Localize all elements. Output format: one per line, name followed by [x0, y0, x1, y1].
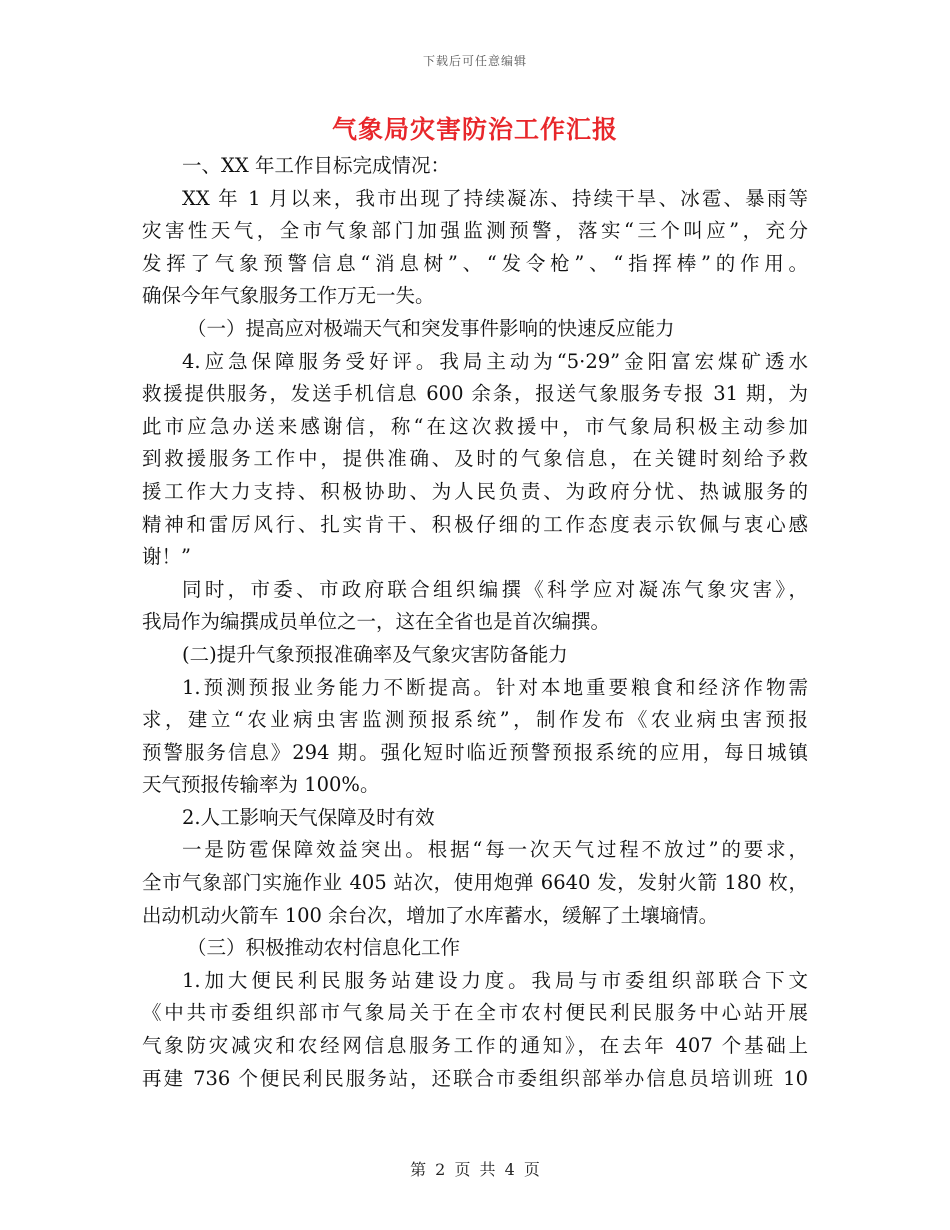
paragraph-line: 救援提供服务，发送手机信息 600 余条，报送气象服务专报 31 期，为: [142, 382, 808, 406]
paragraph-line: 再建 736 个便民利民服务站，还联合市委组织部举办信息员培训班 10: [142, 1066, 808, 1090]
paragraph-line: 谢！”: [142, 545, 191, 569]
subsection-heading-1: （一）提高应对极端天气和突发事件影响的快速反应能力: [187, 316, 675, 340]
paragraph-line: 精神和雷厉风行、扎实肯干、积极仔细的工作态度表示钦佩与衷心感: [142, 512, 808, 536]
paragraph-line: 1.加大便民利民服务站建设力度。我局与市委组织部联合下文: [182, 968, 808, 992]
item-heading: 2.人工影响天气保障及时有效: [182, 805, 435, 829]
paragraph-line: 此市应急办送来感谢信，称“在这次救援中，市气象局积极主动参加: [142, 414, 808, 438]
paragraph-line: 一是防雹保障效益突出。根据“每一次天气过程不放过”的要求，: [182, 838, 808, 862]
paragraph-line: 发挥了气象预警信息“消息树”、“发令枪”、“指挥棒”的作用。: [142, 251, 808, 275]
paragraph-line: 我局作为编撰成员单位之一，这在全省也是首次编撰。: [142, 610, 611, 634]
subsection-heading-3: （三）积极推动农村信息化工作: [187, 936, 461, 960]
paragraph-line: 天气预报传输率为 100%。: [142, 773, 380, 797]
paragraph-line: 全市气象部门实施作业 405 站次，使用炮弹 6640 发，发射火箭 180 枚，: [142, 871, 808, 895]
paragraph-line: 出动机动火箭车 100 余台次，增加了水库蓄水，缓解了土壤墒情。: [142, 903, 719, 927]
page-header-note: 下载后可任意编辑: [422, 54, 527, 68]
document-body: [142, 150, 808, 1095]
paragraph-line: 4.应急保障服务受好评。我局主动为“5·29”金阳富宏煤矿透水: [182, 349, 808, 373]
paragraph-line: 同时，市委、市政府联合组织编撰《科学应对凝冻气象灾害》，: [182, 577, 808, 601]
paragraph-line: 预警服务信息》294 期。强化短时临近预警预报系统的应用，每日城镇: [142, 740, 808, 764]
paragraph-line: 确保今年气象服务工作万无一失。: [142, 284, 435, 308]
paragraph-line: 求，建立“农业病虫害监测预报系统”，制作发布《农业病虫害预报: [142, 708, 808, 732]
section-heading-1: 一、XX 年工作目标完成情况：: [182, 154, 450, 177]
paragraph-line: 灾害性天气，全市气象部门加强监测预警，落实“三个叫应”，充分: [142, 219, 808, 243]
document-title: 气象局灾害防治工作汇报: [331, 115, 618, 144]
page-number: 第 2 页 共 4 页: [410, 1160, 540, 1179]
subsection-heading-2: (二)提升气象预报准确率及气象灾害防备能力: [182, 642, 568, 666]
paragraph-line: XX 年 1 月以来，我市出现了持续凝冻、持续干旱、冰雹、暴雨等: [182, 186, 808, 210]
paragraph-line: 1.预测预报业务能力不断提高。针对本地重要粮食和经济作物需: [182, 675, 808, 699]
paragraph-line: 援工作大力支持、积极协助、为人民负责、为政府分忧、热诚服务的: [142, 479, 808, 503]
paragraph-line: 《中共市委组织部市气象局关于在全市农村便民利民服务中心站开展: [142, 1001, 808, 1025]
paragraph-line: 气象防灾减灾和农经网信息服务工作的通知》，在去年 407 个基础上: [142, 1034, 808, 1058]
paragraph-line: 到救援服务工作中，提供准确、及时的气象信息，在关键时刻给予救: [142, 447, 808, 471]
